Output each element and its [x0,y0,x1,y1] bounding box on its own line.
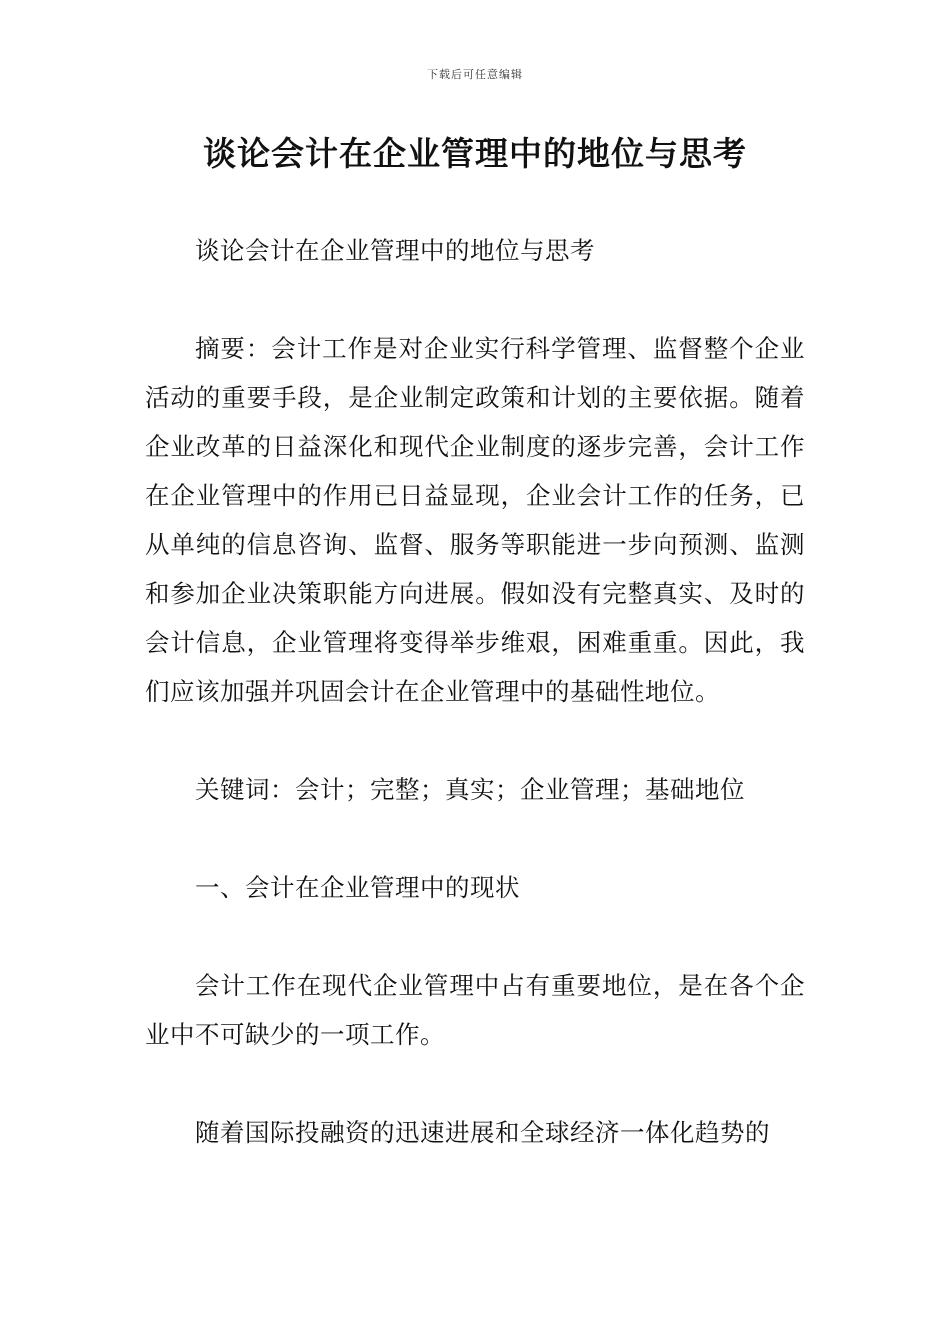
body-paragraph: 随着国际投融资的迅速进展和全球经济一体化趋势的 [195,1118,770,1147]
page-header-note: 下载后可任意编辑 [427,68,523,81]
subtitle-paragraph: 谈论会计在企业管理中的地位与思考 [195,236,595,265]
keywords-paragraph: 关键词：会计；完整；真实；企业管理；基础地位 [195,775,745,804]
document-body [145,226,805,1206]
section-heading: 一、会计在企业管理中的现状 [195,873,520,902]
abstract-paragraph: 摘要：会计工作是对企业实行科学管理、监督整个企业活动的重要手段，是企业制定政策和计划的主要依据。随着企业改革的日益深化和现代企业制度的逐步完善，会计工作在企业管理中的作用已日益显现，企业会计工作的任务，已从单纯的信息咨询、监督、服务等职能进一步向预测、监测和参加企业决策职能方向进展。假如没有完整真实、及时的会计信息，企业管理将变得举步维艰，困难重重。因此，我们应该加强并巩固会计在企业管理中的基础性地位。 [145,334,805,706]
body-paragraph: 会计工作在现代企业管理中占有重要地位，是在各个企业中不可缺少的一项工作。 [145,971,805,1049]
document-title: 谈论会计在企业管理中的地位与思考 [203,134,747,173]
